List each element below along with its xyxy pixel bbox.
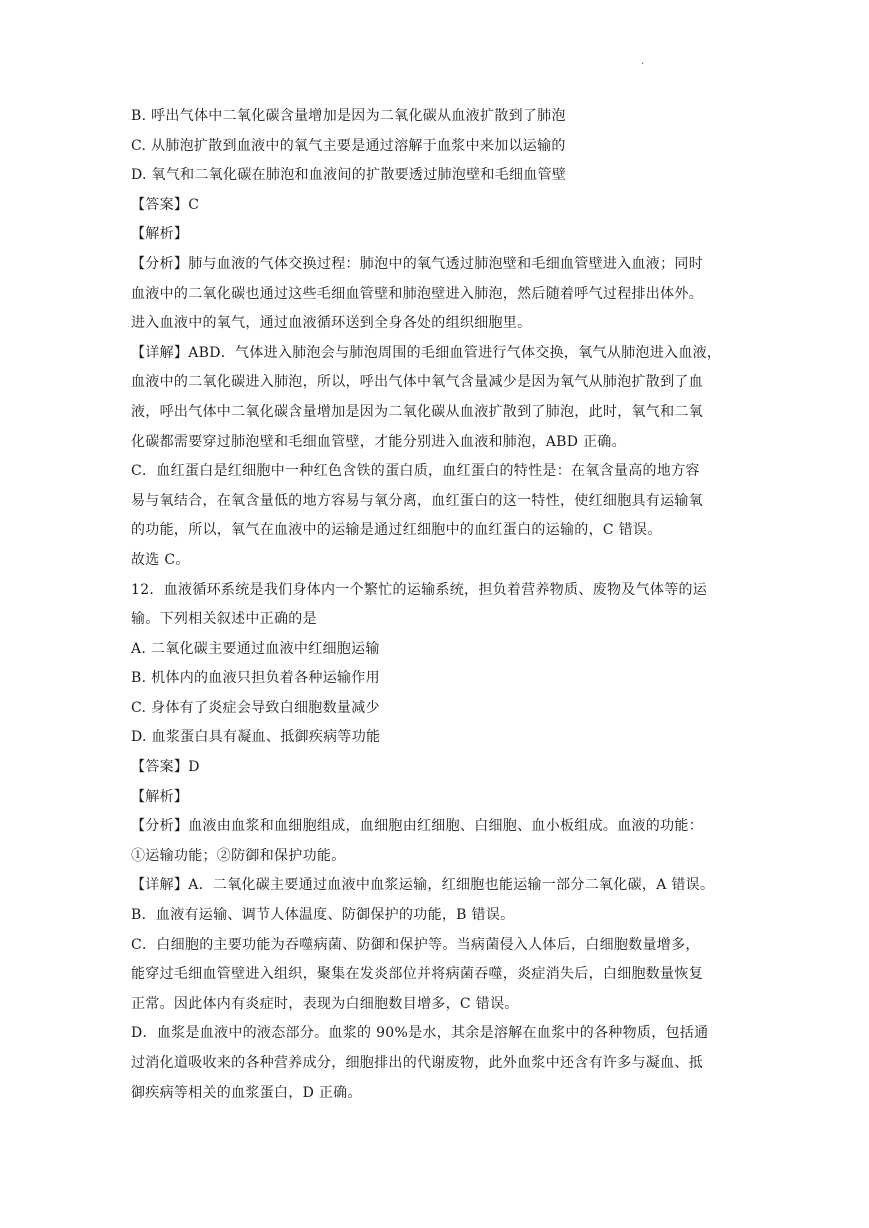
text-line: 血液中的二氧化碳也通过这些毛细血管壁和肺泡壁进入肺泡，然后随着呼气过程排出体外。 (131, 285, 703, 302)
text-line: 输。下列相关叙述中正确的是 (131, 611, 317, 628)
text-line: ①运输功能；②防御和保护功能。 (131, 847, 346, 864)
text-line: 故选 C。 (131, 551, 190, 568)
text-line: 液，呼出气体中二氧化碳含量增加是因为二氧化碳从血液扩散到了肺泡，此时，氧气和二氧 (131, 403, 703, 420)
document-body (131, 102, 751, 1108)
header-mark: . (641, 56, 645, 67)
text-line: 【分析】肺与血液的气体交换过程：肺泡中的氧气透过肺泡壁和毛细血管壁进入血液；同时 (131, 255, 703, 272)
text-line: C. 身体有了炎症会导致白细胞数量减少 (131, 699, 380, 716)
text-line: B．血液有运输、调节人体温度、防御保护的功能，B 错误。 (131, 907, 515, 924)
text-line: 【答案】C (131, 196, 200, 213)
text-line: 进入血液中的氧气，通过血液循环送到全身各处的组织细胞里。 (131, 315, 532, 332)
text-line: C．白细胞的主要功能为吞噬病菌、防御和保护等。当病菌侵入人体后，白细胞数量增多， (131, 936, 700, 953)
text-line: D. 氧气和二氧化碳在肺泡和血液间的扩散要透过肺泡壁和毛细血管壁 (131, 167, 567, 184)
text-line: 【解析】 (131, 788, 189, 805)
text-line: 12．血液循环系统是我们身体内一个繁忙的运输系统，担负着营养物质、废物及气体等的运 (131, 581, 708, 598)
text-line: 血液中的二氧化碳进入肺泡，所以，呼出气体中氧气含量减少是因为氧气从肺泡扩散到了血 (131, 374, 703, 391)
text-line: 御疾病等相关的血浆蛋白，D 正确。 (131, 1084, 362, 1101)
text-line: 的功能，所以，氧气在血液中的运输是通过红细胞中的血红蛋白的运输的，C 错误。 (131, 522, 662, 539)
text-line: 【分析】血液由血浆和血细胞组成，血细胞由红细胞、白细胞、血小板组成。血液的功能： (131, 818, 703, 835)
text-line: C．血红蛋白是红细胞中一种红色含铁的蛋白质，血红蛋白的特性是：在氧含量高的地方容 (131, 463, 700, 480)
text-line: B. 呼出气体中二氧化碳含量增加是因为二氧化碳从血液扩散到了肺泡 (131, 108, 566, 124)
text-line: D. 血浆蛋白具有凝血、抵御疾病等功能 (131, 729, 381, 746)
text-line: 【答案】D (131, 759, 200, 776)
text-line: A. 二氧化碳主要通过血液中红细胞运输 (131, 640, 380, 657)
text-line: 化碳都需要穿过肺泡壁和毛细血管壁，才能分别进入血液和肺泡，ABD 正确。 (131, 433, 626, 450)
text-line: 易与氧结合，在氧含量低的地方容易与氧分离，血红蛋白的这一特性，使红细胞具有运输氧 (131, 492, 703, 509)
text-line: D．血浆是血液中的液态部分。血浆的 90%是水，其余是溶解在血浆中的各种物质，包括通 (131, 1025, 709, 1042)
text-line: 过消化道吸收来的各种营养成分，细胞排出的代谢废物，此外血浆中还含有许多与凝血、抵 (131, 1055, 703, 1071)
text-line: 【解析】 (131, 226, 189, 243)
text-line: 能穿过毛细血管壁进入组织，聚集在发炎部位并将病菌吞噬，炎症消失后，白细胞数量恢复 (131, 966, 703, 983)
text-line: 【详解】A．二氧化碳主要通过血液中血浆运输，红细胞也能运输一部分二氧化碳，A 错误。 (131, 877, 715, 894)
text-line: 正常。因此体内有炎症时，表现为白细胞数目增多，C 错误。 (131, 995, 519, 1012)
text-line: C. 从肺泡扩散到血液中的氧气主要是通过溶解于血浆中来加以运输的 (131, 137, 566, 154)
text-line: 【详解】ABD．气体进入肺泡会与肺泡周围的毛细血管进行气体交换，氧气从肺泡进入血液， (131, 344, 722, 361)
text-line: B. 机体内的血液只担负着各种运输作用 (131, 670, 380, 687)
